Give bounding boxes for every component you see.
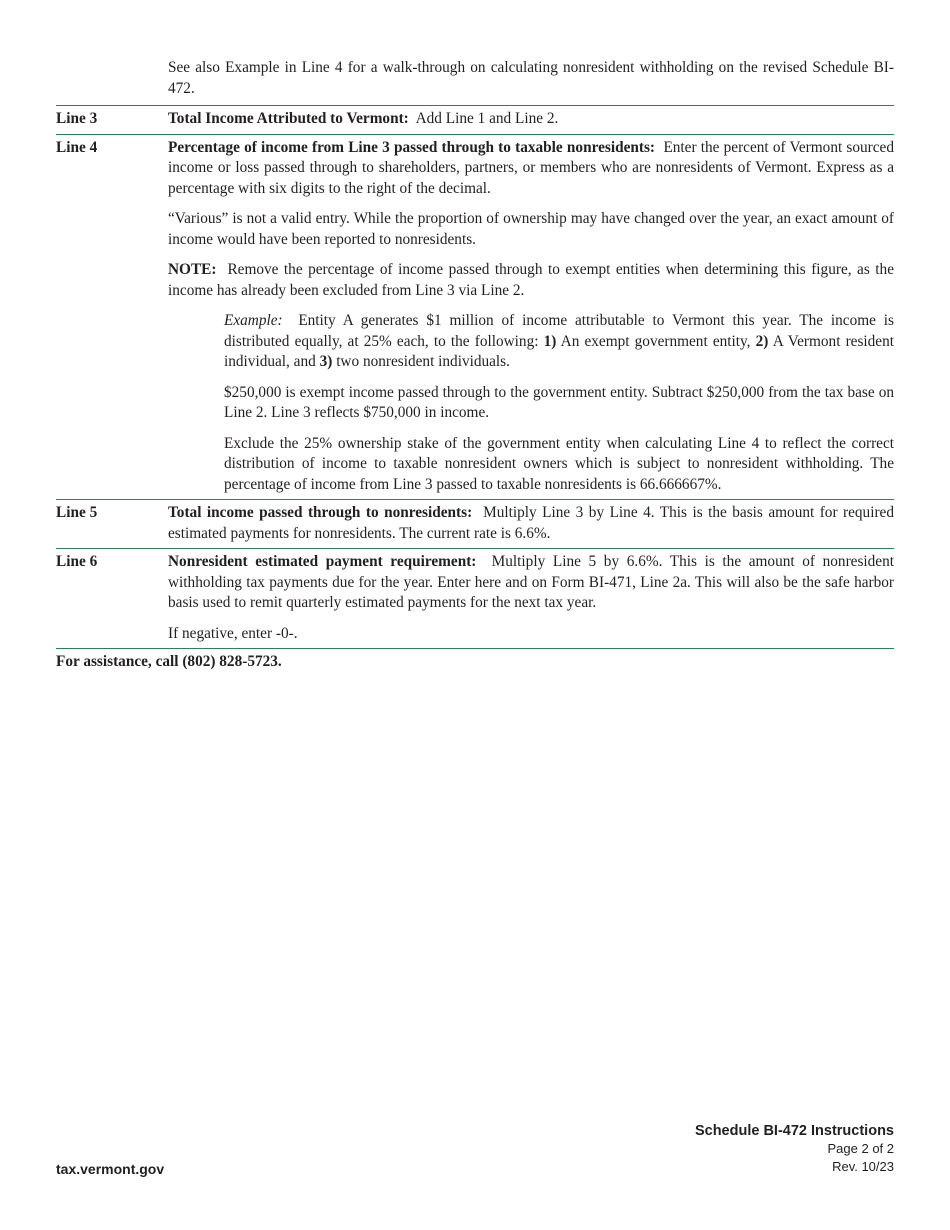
line-6-body bbox=[168, 552, 894, 644]
line-4-various-paragraph: “Various” is not a valid entry. While the proportion of ownership may have changed over the year, an exact amount of income would have been reported to nonresidents. bbox=[168, 210, 894, 248]
line-5-heading: Total income passed through to nonresidents: bbox=[168, 504, 473, 521]
instructions-content bbox=[56, 58, 894, 673]
line-3-text: Add Line 1 and Line 2. bbox=[415, 110, 559, 127]
line-5-body bbox=[168, 503, 894, 544]
note-label: NOTE: bbox=[168, 261, 217, 278]
line-4-body bbox=[168, 138, 894, 496]
line-6-label: Line 6 bbox=[56, 553, 98, 570]
line-5-label: Line 5 bbox=[56, 504, 98, 521]
example-paragraph-3: Exclude the 25% ownership stake of the government entity when calculating Line 4 to reflect the correct distribution of income to taxable nonresident owners which is subject to nonresident withholding. The percentage of income from Line 3 passed to taxable nonresidents is 66.666667%. bbox=[224, 434, 894, 493]
line-6-row bbox=[56, 548, 894, 648]
line-5-text: Multiply Line 3 by Line 4. This is the basis amount for required estimated payments for nonresidents. The current rate is 6.6%. bbox=[168, 504, 894, 542]
line-4-row bbox=[56, 134, 894, 500]
footer-doc-title: Schedule BI-472 Instructions bbox=[694, 1123, 894, 1139]
assistance-line: For assistance, call (802) 828-5723. bbox=[56, 648, 894, 673]
footer-doc-info bbox=[695, 1122, 894, 1176]
example-item-1-text: An exempt government entity, bbox=[560, 332, 751, 350]
line-5-row bbox=[56, 499, 894, 548]
example-item-3-number: 3) bbox=[319, 353, 333, 370]
footer-website: tax.vermont.gov bbox=[56, 1161, 165, 1177]
example-item-1-number: 1) bbox=[543, 332, 557, 350]
line-3-body bbox=[168, 109, 894, 130]
line-6-negative-note: If negative, enter -0-. bbox=[168, 624, 298, 642]
line-3-heading: Total Income Attributed to Vermont: bbox=[168, 110, 409, 127]
note-text: Remove the percentage of income passed through to exempt entities when determining this figure, as the income has already been excluded from Line 3 via Line 2. bbox=[168, 261, 894, 299]
line-4-heading: Percentage of income from Line 3 passed through to taxable nonresidents: bbox=[168, 138, 656, 156]
example-label: Example: bbox=[224, 312, 283, 329]
example-item-2-text: A Vermont resident individual, and bbox=[224, 332, 894, 370]
line-4-text: Enter the percent of Vermont sourced income or loss passed through to shareholders, partners, or members who are nonresidents of Vermont. Express as a percentage with six digits to the right of the decimal. bbox=[168, 138, 894, 197]
line-6-text: Multiply Line 5 by 6.6%. This is the amount of nonresident withholding tax payments due for the year. Enter here and on Form BI-471, Line 2a. This will also be the safe harbor basis used to remit quarterly estimated payments for the next tax year. bbox=[168, 553, 894, 611]
line-6-heading: Nonresident estimated payment requirement: bbox=[168, 553, 477, 570]
intro-paragraph: See also Example in Line 4 for a walk-through on calculating nonresident withholding on the revised Schedule BI-472. bbox=[168, 59, 894, 97]
line-3-row bbox=[56, 105, 894, 134]
example-item-3-text: two nonresident individuals. bbox=[336, 353, 510, 370]
footer-page-number: Page 2 of 2 bbox=[827, 1141, 894, 1156]
example-text: Entity A generates $1 million of income attributable to Vermont this year. The income is distributed equally, at 25% each, to the following: bbox=[224, 312, 894, 350]
example-paragraph-2: $250,000 is exempt income passed through to the government entity. Subtract $250,000 from the tax base on Line 2. Line 3 reflects $750,000 in income. bbox=[224, 383, 894, 421]
example-block bbox=[224, 311, 894, 495]
line-4-label: Line 4 bbox=[56, 138, 98, 156]
line-3-label: Line 3 bbox=[56, 110, 98, 127]
footer-revision: Rev. 10/23 bbox=[832, 1159, 894, 1174]
example-item-2-number: 2) bbox=[755, 332, 769, 350]
